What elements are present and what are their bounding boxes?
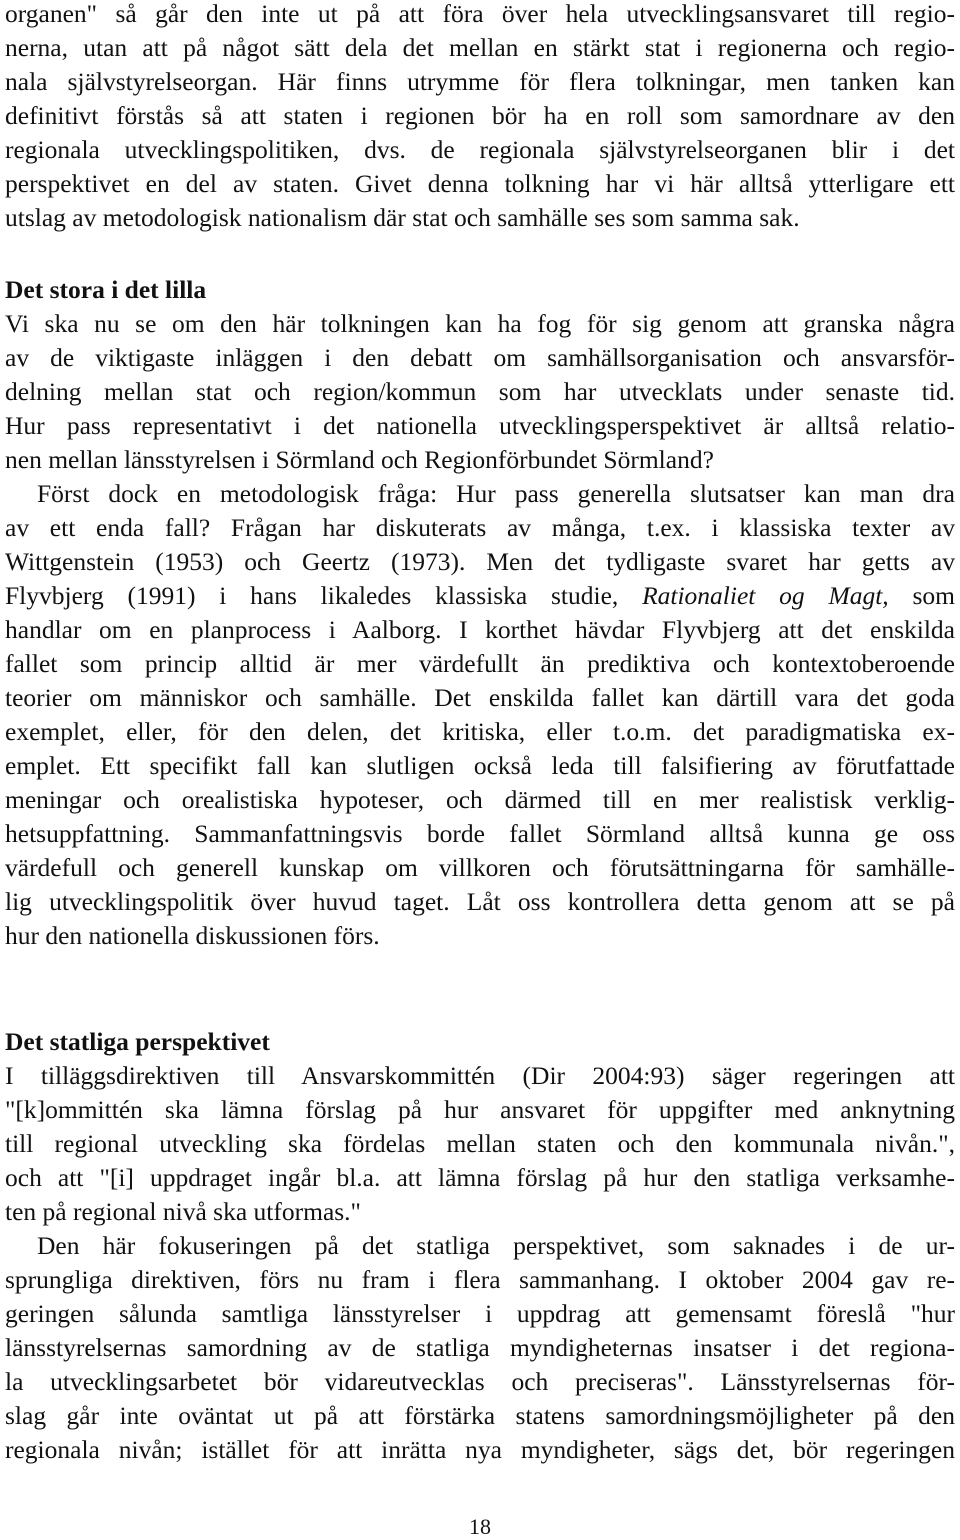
text-line: nen mellan länsstyrelsen i Sörmland och Regionförbundet Sörmland?: [5, 445, 714, 474]
text-line: delning mellan stat och region/kommun som har utvecklats under senaste tid.: [5, 377, 955, 406]
section-det-stora-i-det-lilla: [5, 273, 955, 953]
text-line: sprungliga direktiven, förs nu fram i flera sammanhang. I oktober 2004 gav re-: [5, 1265, 955, 1294]
section-heading: Det stora i det lilla: [5, 275, 207, 304]
text-line: Hur pass representativt i det nationella utvecklingsperspektivet är alltså relatio-: [5, 411, 955, 440]
text-line: handlar om en planprocess i Aalborg. I korthet hävdar Flyvbjerg att det enskilda: [5, 615, 955, 644]
text-line: till regional utveckling ska fördelas mellan staten och den kommunala nivån.",: [5, 1129, 955, 1158]
text-line: regionala utvecklingspolitiken, dvs. de regionala självstyrelseorganen blir i det: [5, 135, 955, 164]
text-line: av de viktigaste inläggen i den debatt om samhällsorganisation och ansvarsför-: [5, 343, 955, 372]
text-line: hur den nationella diskussionen förs.: [5, 921, 380, 950]
text-span: Flyvbjerg (1991) i hans likaledes klassiska studie,: [5, 581, 643, 610]
text-line: Wittgenstein (1953) och Geertz (1973). Men det tydligaste svaret har getts av: [5, 547, 955, 576]
text-line: nala självstyrelseorgan. Här finns utrymme för flera tolkningar, men tanken kan: [5, 67, 955, 96]
text-line: perspektivet en del av staten. Givet denna tolkning har vi här alltså ytterligare ett: [5, 169, 955, 198]
text-line: nerna, utan att på något sätt dela det mellan en stärkt stat i regionerna och regio-: [5, 33, 955, 62]
text-line: hetsuppfattning. Sammanfattningsvis borde fallet Sörmland alltså kunna ge oss: [5, 819, 955, 848]
text-line: la utvecklingsarbetet bör vidareutvecklas och preciseras". Länsstyrelsernas för-: [5, 1367, 955, 1396]
text-line: regionala nivån; istället för att inrätta nya myndigheter, sägs det, bör regeringen: [5, 1435, 955, 1464]
paragraph: [5, 477, 955, 953]
text-line: meningar och orealistiska hypoteser, och därmed till en mer realistisk verklig-: [5, 785, 955, 814]
text-line: emplet. Ett specifikt fall kan slutligen också leda till falsifiering av förutfattade: [5, 751, 955, 780]
paragraph: [5, 307, 955, 477]
text-line: fallet som princip alltid är mer värdefullt än prediktiva och kontextoberoende: [5, 649, 955, 678]
text-line: lig utvecklingspolitik över huvud taget. Låt oss kontrollera detta genom att se på: [5, 887, 955, 916]
paragraph: [5, 1229, 955, 1467]
text-line: länsstyrelsernas samordning av de statliga myndigheternas insatser i det regiona-: [5, 1333, 955, 1362]
text-line: slag går inte oväntat ut på att förstärka statens samordningsmöjligheter på den: [5, 1401, 955, 1430]
text-line: geringen sålunda samtliga länsstyrelser i uppdrag att gemensamt föreslå "hur: [5, 1299, 955, 1328]
text-line: Först dock en metodologisk fråga: Hur pass generella slutsatser kan man dra: [37, 479, 955, 508]
section-heading: Det statliga perspektivet: [5, 1027, 270, 1056]
text-line: Vi ska nu se om den här tolkningen kan ha fog för sig genom att granska några: [5, 309, 955, 338]
text-line: exemplet, eller, för den delen, det kritiska, eller t.o.m. det paradigmatiska ex-: [5, 717, 955, 746]
book-title: Rationaliet og Magt,: [642, 581, 889, 610]
paragraph-intro: [5, 0, 955, 235]
text-line: I tilläggsdirektiven till Ansvarskommittén (Dir 2004:93) säger regeringen att: [5, 1061, 955, 1090]
document-page: [5, 0, 955, 1467]
text-line: teorier om människor och samhälle. Det enskilda fallet kan därtill vara det goda: [5, 683, 955, 712]
text-line: [5, 579, 955, 613]
page-number: 18: [469, 1514, 491, 1539]
section-det-statliga-perspektivet: [5, 1025, 955, 1467]
text-line: organen" så går den inte ut på att föra över hela utvecklingsansvaret till regio-: [5, 0, 955, 28]
text-line: och att "[i] uppdraget ingår bl.a. att lämna förslag på hur den statliga verksamhe-: [5, 1163, 955, 1192]
text-line: av ett enda fall? Frågan har diskuterats av många, t.ex. i klassiska texter av: [5, 513, 955, 542]
text-line: utslag av metodologisk nationalism där stat och samhälle ses som samma sak.: [5, 203, 800, 232]
text-line: Den här fokuseringen på det statliga perspektivet, som saknades i de ur-: [37, 1231, 955, 1260]
text-line: värdefull och generell kunskap om villkoren och förutsättningarna för samhälle-: [5, 853, 955, 882]
text-line: "[k]ommittén ska lämna förslag på hur ansvaret för uppgifter med anknytning: [5, 1095, 955, 1124]
paragraph: [5, 1059, 955, 1229]
text-span: som: [888, 581, 955, 610]
text-line: ten på regional nivå ska utformas.": [5, 1197, 361, 1226]
text-line: definitivt förstås så att staten i regionen bör ha en roll som samordnare av den: [5, 101, 955, 130]
